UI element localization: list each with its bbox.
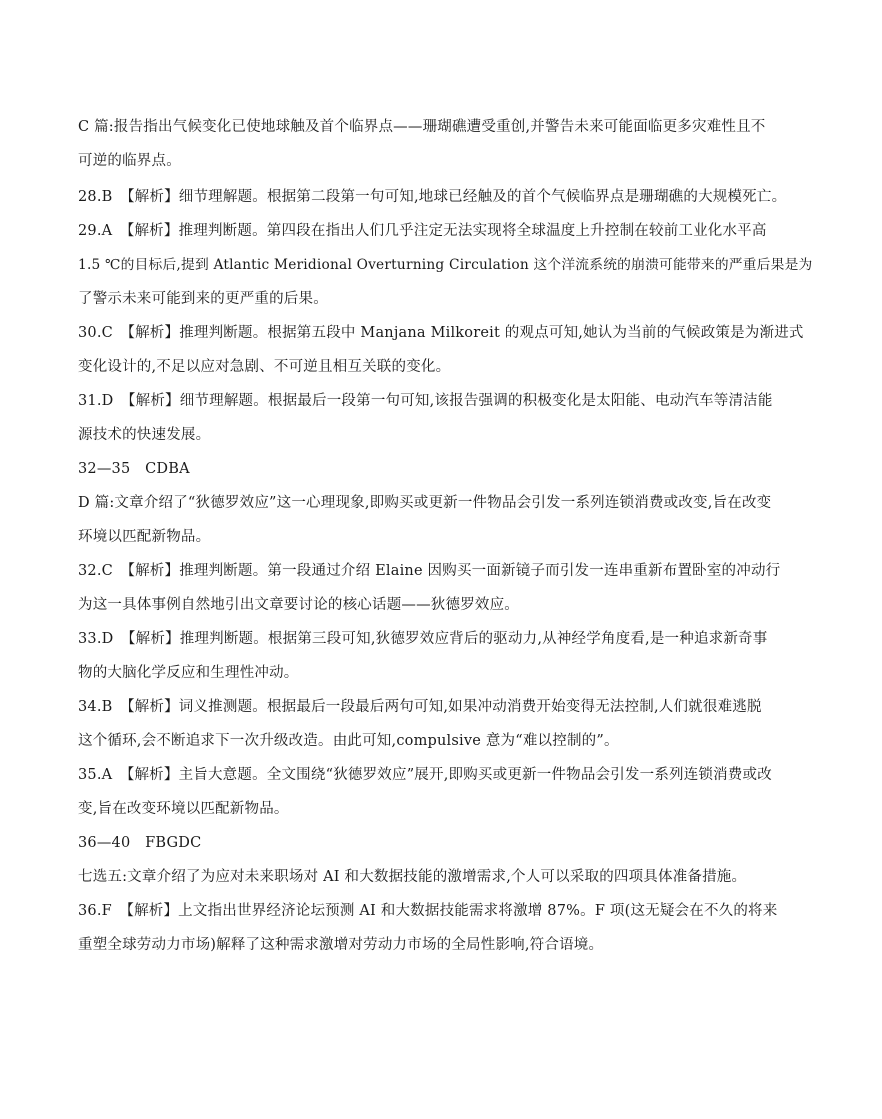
q33-explanation-line1: 33.D 【解析】推理判断题。根据第三段可知,狄德罗效应背后的驱动力,从神经学角度看,是一种追求新奇事 — [78, 631, 768, 647]
q33-explanation-line2: 物的大脑化学反应和生理性冲动。 — [78, 665, 299, 681]
q30-explanation-line2: 变化设计的,不足以应对急剧、不可逆且相互关联的变化。 — [78, 359, 451, 375]
q31-explanation-line2: 源技术的快速发展。 — [78, 427, 211, 443]
q34-explanation-line1: 34.B 【解析】词义推测题。根据最后一段最后两句可知,如果冲动消费开始变得无法控制,人们就很难逃脱 — [78, 699, 762, 715]
q28-explanation-line1: 28.B 【解析】细节理解题。根据第二段第一句可知,地球已经触及的首个气候临界点是珊瑚礁的大规模死亡。 — [78, 189, 787, 205]
q30-explanation-line1: 30.C 【解析】推理判断题。根据第五段中 Manjana Milkoreit 的观点可知,她认为当前的气候政策是为渐进式 — [78, 325, 804, 341]
answers-32-35: 32—35 CDBA — [78, 461, 190, 477]
q29-explanation-line3: 了警示未来可能到来的更严重的后果。 — [78, 291, 328, 307]
q32-explanation-line1: 32.C 【解析】推理判断题。第一段通过介绍 Elaine 因购买一面新镜子而引发一连串重新布置卧室的冲动行 — [78, 563, 781, 579]
q35-explanation-line2: 变,旨在改变环境以匹配新物品。 — [78, 801, 289, 817]
passage-c-summary-line1: C 篇:报告指出气候变化已使地球触及首个临界点——珊瑚礁遭受重创,并警告未来可能面临更多灾难性且不 — [78, 119, 766, 135]
passage-d-summary-line1: D 篇:文章介绍了“狄德罗效应”这一心理现象,即购买或更新一件物品会引发一系列连锁消费或改变,旨在改变 — [78, 495, 772, 511]
answers-36-40: 36—40 FBGDC — [78, 835, 202, 851]
q34-explanation-line2: 这个循环,会不断追求下一次升级改造。由此可知,compulsive 意为“难以控制的”。 — [78, 733, 619, 749]
q31-explanation-line1: 31.D 【解析】细节理解题。根据最后一段第一句可知,该报告强调的积极变化是太阳能、电动汽车等清洁能 — [78, 393, 773, 409]
seven-choose-five-summary: 七选五:文章介绍了为应对未来职场对 AI 和大数据技能的激增需求,个人可以采取的四项具体准备措施。 — [78, 869, 747, 885]
q35-explanation-line1: 35.A 【解析】主旨大意题。全文围绕“狄德罗效应”展开,即购买或更新一件物品会引发一系列连锁消费或改 — [78, 767, 772, 783]
passage-d-summary-line2: 环境以匹配新物品。 — [78, 529, 211, 545]
q32-explanation-line2: 为这一具体事例自然地引出文章要讨论的核心话题——狄德罗效应。 — [78, 597, 519, 613]
passage-c-summary-line2: 可逆的临界点。 — [78, 153, 181, 169]
q36-explanation-line1: 36.F 【解析】上文指出世界经济论坛预测 AI 和大数据技能需求将激增 87%。F 项(这无疑会在不久的将来 — [78, 903, 778, 919]
q29-explanation-line1: 29.A 【解析】推理判断题。第四段在指出人们几乎注定无法实现将全球温度上升控制在较前工业化水平高 — [78, 223, 767, 239]
q36-explanation-line2: 重塑全球劳动力市场)解释了这种需求激增对劳动力市场的全局性影响,符合语境。 — [78, 937, 604, 953]
q29-explanation-line2: 1.5 ℃的目标后,提到 Atlantic Meridional Overturning Circulation 这个洋流系统的崩溃可能带来的严重后果是为 — [78, 257, 813, 273]
